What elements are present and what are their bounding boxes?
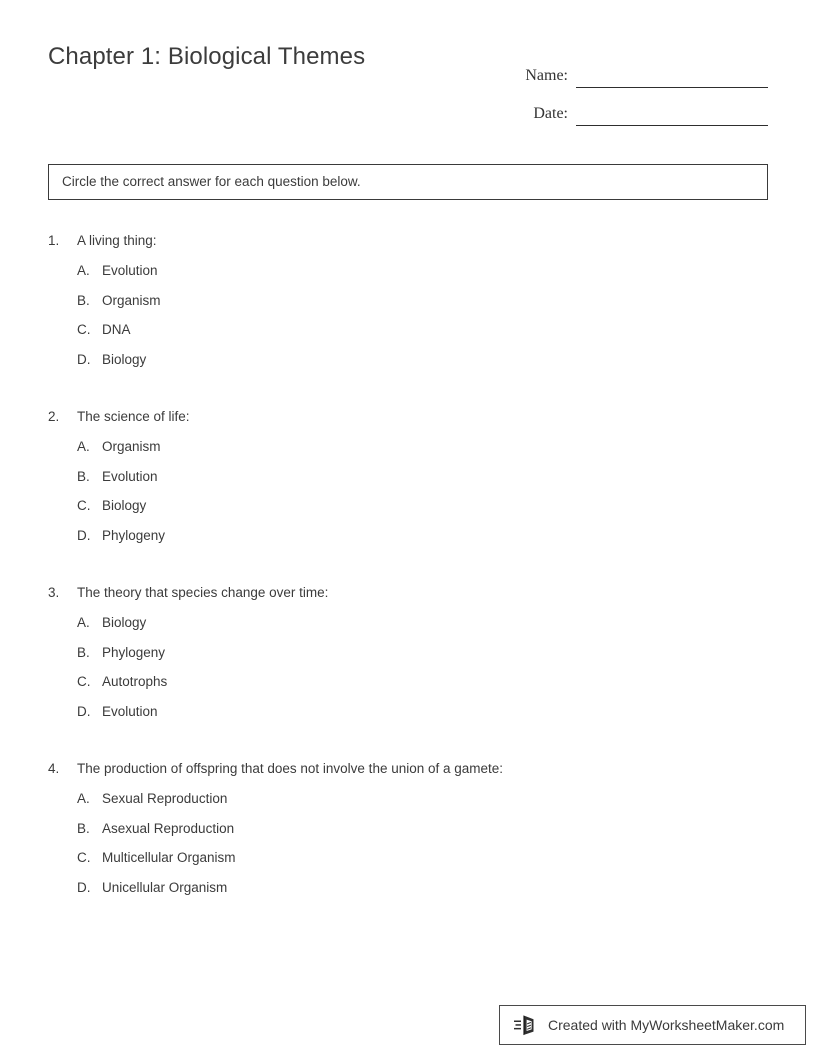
- date-field-row: [508, 88, 768, 126]
- option-list: [77, 613, 768, 731]
- option-text: Unicellular Organism: [102, 879, 228, 895]
- date-label: Date:: [533, 105, 568, 122]
- question-number: 1.: [48, 233, 60, 248]
- option-text: Organism: [102, 292, 161, 308]
- option-text: Phylogeny: [102, 527, 166, 543]
- question-number: 4.: [48, 761, 60, 776]
- option-text: Autotrophs: [102, 674, 168, 689]
- name-label: Name:: [525, 67, 568, 84]
- option-letter: A.: [77, 263, 90, 278]
- option-row[interactable]: [77, 320, 768, 350]
- option-letter: A.: [77, 439, 90, 454]
- question-text: The science of life:: [77, 409, 190, 424]
- option-text: Biology: [102, 615, 147, 630]
- option-letter: C.: [77, 498, 91, 513]
- question-number: 2.: [48, 409, 60, 424]
- option-letter: A.: [77, 791, 90, 806]
- option-row[interactable]: [77, 526, 768, 556]
- option-letter: D.: [77, 527, 91, 543]
- option-text: Evolution: [102, 263, 158, 278]
- option-text: Phylogeny: [102, 644, 166, 660]
- page-title: Chapter 1: Biological Themes: [48, 43, 366, 70]
- option-text: Evolution: [102, 703, 158, 719]
- option-text: Evolution: [102, 468, 158, 484]
- option-row[interactable]: [77, 702, 768, 732]
- option-row[interactable]: [77, 496, 768, 526]
- worksheet-header: [48, 42, 768, 132]
- option-list: [77, 789, 768, 907]
- option-letter: B.: [77, 468, 90, 484]
- question-block: [48, 407, 768, 555]
- option-row[interactable]: [77, 613, 768, 643]
- option-text: Sexual Reproduction: [102, 791, 228, 806]
- question-block: [48, 231, 768, 379]
- instruction-box: [48, 164, 768, 200]
- option-letter: C.: [77, 674, 91, 689]
- created-with-badge[interactable]: [499, 1005, 806, 1045]
- option-row[interactable]: [77, 643, 768, 673]
- question-number: 3.: [48, 585, 60, 600]
- option-row[interactable]: [77, 848, 768, 878]
- option-text: Asexual Reproduction: [102, 820, 235, 836]
- option-list: [77, 437, 768, 555]
- option-row[interactable]: [77, 878, 768, 908]
- question-prompt: [48, 231, 768, 250]
- option-text: DNA: [102, 322, 131, 337]
- option-text: Organism: [102, 439, 161, 454]
- badge-label: Created with MyWorksheetMaker.com: [548, 1017, 785, 1033]
- option-letter: C.: [77, 322, 91, 337]
- option-row[interactable]: [77, 350, 768, 380]
- option-row[interactable]: [77, 291, 768, 321]
- option-letter: A.: [77, 615, 90, 630]
- option-list: [77, 261, 768, 379]
- question-prompt: [48, 759, 768, 778]
- question-prompt: [48, 583, 768, 602]
- question-list: [48, 231, 768, 935]
- option-text: Biology: [102, 351, 147, 367]
- option-letter: D.: [77, 879, 91, 895]
- option-letter: B.: [77, 644, 90, 660]
- worksheet-maker-logo-icon: [514, 1014, 540, 1036]
- question-block: [48, 759, 768, 907]
- option-letter: D.: [77, 351, 91, 367]
- question-text: A living thing:: [77, 233, 157, 248]
- name-date-group: [508, 50, 768, 126]
- question-block: [48, 583, 768, 731]
- option-text: Biology: [102, 498, 147, 513]
- option-row[interactable]: [77, 789, 768, 819]
- question-text: The production of offspring that does not involve the union of a gamete:: [77, 761, 504, 776]
- name-field-row: [508, 50, 768, 88]
- instruction-text: Circle the correct answer for each question below.: [62, 174, 361, 189]
- option-row[interactable]: [77, 261, 768, 291]
- option-row[interactable]: [77, 819, 768, 849]
- option-row[interactable]: [77, 437, 768, 467]
- name-write-line[interactable]: [576, 67, 768, 88]
- option-row[interactable]: [77, 672, 768, 702]
- question-prompt: [48, 407, 768, 426]
- option-letter: B.: [77, 292, 90, 308]
- date-write-line[interactable]: [576, 105, 768, 126]
- option-letter: C.: [77, 850, 91, 865]
- option-letter: D.: [77, 703, 91, 719]
- option-letter: B.: [77, 820, 90, 836]
- question-text: The theory that species change over time:: [77, 585, 329, 600]
- option-text: Multicellular Organism: [102, 850, 236, 865]
- option-row[interactable]: [77, 467, 768, 497]
